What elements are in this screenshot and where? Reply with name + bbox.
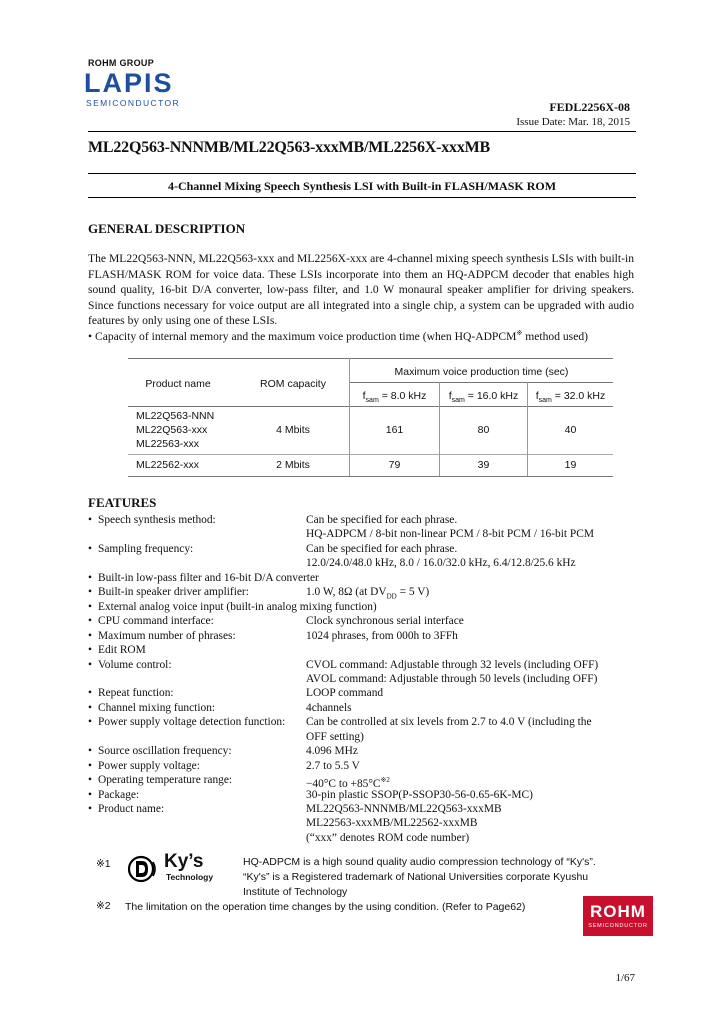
table-top-rule	[128, 358, 613, 359]
feature-label: Power supply voltage detection function:	[98, 716, 286, 729]
feature-label: Package:	[98, 788, 140, 801]
feature-bullet: •	[88, 571, 92, 584]
feature-item	[88, 513, 636, 528]
capacity-line-note-mark: ※	[516, 329, 523, 337]
feature-item	[88, 730, 636, 745]
feature-label: Edit ROM	[98, 644, 146, 657]
issue-date: Issue Date: Mar. 18, 2015	[516, 116, 630, 128]
feature-value	[306, 542, 457, 557]
feature-item	[88, 686, 636, 701]
general-description-paragraph: The ML22Q563-NNN, ML22Q563-xxx and ML2256X-xxx are 4-channel mixing speech synthesis LSIs with built-in FLASH/MASK ROM for voice data. These LSIs incorporate into them an HQ-ADPCM decoder that enables high sound quality, 16-bit D/A converter, low-pass filter, and 1.0 W monaural speaker amplifier for driving speakers. Since functions necessary for voice output are all integrated into a single chip, a system can be upgraded with audio features by only using one of these LSIs.	[88, 252, 634, 328]
note-1-line: HQ-ADPCM is a high sound quality audio compression technology of “Ky's”.	[243, 856, 596, 868]
freq-value: = 8.0 kHz	[381, 390, 427, 402]
feature-item	[88, 773, 636, 788]
feature-value-text: Can be controlled at six levels from 2.7 to 4.0 V (including the	[306, 716, 592, 729]
feature-value	[306, 744, 358, 759]
kys-brand: Ky’s	[164, 851, 204, 872]
feature-label: Sampling frequency:	[98, 542, 194, 555]
feature-bullet: •	[88, 803, 92, 815]
feature-bullet: •	[88, 745, 92, 758]
feature-bullet: •	[88, 586, 92, 599]
time-8k: 161	[385, 424, 404, 436]
feature-value	[306, 686, 383, 701]
feature-value	[306, 759, 360, 774]
capacity-table	[128, 358, 613, 478]
feature-value-text: 4channels	[306, 701, 352, 714]
feature-item	[88, 629, 636, 644]
feature-label: Power supply voltage:	[98, 759, 200, 772]
kys-brand-sub: Technology	[166, 872, 214, 882]
feature-value-tail: = 5 V)	[396, 586, 430, 599]
feature-label: Channel mixing function:	[98, 701, 216, 714]
feature-value-text: 4.096 MHz	[306, 745, 358, 758]
feature-value	[306, 831, 469, 846]
feature-value-text: −40°C to +85°C	[306, 777, 381, 790]
feature-item	[88, 788, 636, 803]
table-row-rule	[128, 454, 613, 455]
feature-item	[88, 715, 636, 730]
feature-item	[88, 585, 636, 600]
feature-value	[306, 701, 352, 716]
feature-value-text: AVOL command: Adjustable through 50 levels (including OFF)	[306, 672, 598, 685]
product-name: ML22563-xxx	[136, 438, 200, 450]
time-32k: 19	[564, 459, 577, 471]
feature-item	[88, 527, 636, 542]
table-mid-rule	[349, 382, 613, 383]
feature-value-text: LOOP command	[306, 687, 384, 700]
col-header-rom: ROM capacity	[260, 378, 326, 390]
feature-item	[88, 831, 636, 846]
feature-bullet: •	[88, 701, 92, 714]
feature-item	[88, 802, 636, 817]
feature-label: Repeat function:	[98, 687, 174, 700]
feature-value	[306, 658, 598, 673]
feature-bullet: •	[88, 615, 92, 628]
features-heading: FEATURES	[88, 495, 157, 510]
table-bottom-rule	[128, 476, 613, 477]
col-header-freq-16	[440, 390, 527, 404]
product-name: ML22Q563-NNN	[136, 410, 215, 422]
feature-value	[306, 527, 594, 542]
note-1-line: “Ky's” is a Registered trademark of National Universities corporate Kyushu	[243, 871, 589, 883]
document-title: ML22Q563-NNNMB/ML22Q563-xxxMB/ML2256X-xxxMB	[88, 139, 491, 156]
rom-capacity: 2 Mbits	[276, 459, 310, 471]
table-row	[136, 409, 214, 451]
feature-value-text: 1.0 W, 8Ω (at DV	[306, 586, 387, 599]
feature-value-sup: ※2	[380, 776, 390, 785]
feature-value-text: Can be specified for each phrase.	[306, 542, 458, 555]
kys-technology-logo	[128, 853, 220, 885]
note-2-mark: ※2	[96, 900, 111, 912]
feature-bullet: •	[88, 687, 92, 700]
freq-symbol: f	[362, 390, 366, 402]
rohm-group-label: ROHM GROUP	[88, 58, 154, 68]
feature-value-text: 1024 phrases, from 000h to 3FFh	[306, 629, 458, 642]
feature-label: Built-in speaker driver amplifier:	[98, 586, 249, 599]
note-1-line: Institute of Technology	[243, 886, 348, 898]
rohm-logo	[583, 896, 653, 936]
feature-bullet: •	[88, 542, 92, 555]
header-rule	[88, 131, 636, 132]
rom-capacity: 4 Mbits	[276, 424, 310, 436]
time-16k: 80	[477, 424, 490, 436]
feature-value	[306, 672, 597, 687]
feature-label: External analog voice input (built-in analog mixing function)	[98, 600, 377, 613]
note-1-mark: ※1	[96, 858, 111, 870]
note-2-text: The limitation on the operation time changes by the using condition. (Refer to Page62)	[125, 901, 526, 913]
time-32k: 40	[564, 424, 577, 436]
freq-symbol: f	[448, 390, 452, 402]
feature-bullet: •	[88, 514, 92, 526]
feature-value-text: Clock synchronous serial interface	[306, 615, 464, 628]
col-header-max-time: Maximum voice production time (sec)	[394, 366, 569, 378]
col-header-freq-32	[528, 390, 613, 404]
feature-value-text: ML22Q563-NNNMB/ML22Q563-xxxMB	[306, 803, 502, 815]
feature-value-text: 30-pin plastic SSOP(P-SSOP30-56-0.65-6K-MC)	[306, 788, 533, 801]
freq-value: = 16.0 kHz	[467, 390, 519, 402]
feature-value	[306, 513, 457, 528]
general-description-heading: GENERAL DESCRIPTION	[88, 221, 246, 236]
capacity-line-text: • Capacity of internal memory and the maximum voice production time (when HQ-ADPCM	[88, 329, 517, 343]
feature-bullet: •	[88, 759, 92, 772]
feature-value-text: HQ-ADPCM / 8-bit non-linear PCM / 8-bit PCM / 16-bit PCM	[306, 528, 594, 541]
feature-item	[88, 701, 636, 716]
feature-value	[306, 802, 502, 817]
feature-bullet: •	[88, 716, 92, 729]
feature-label: Product name:	[98, 803, 165, 815]
feature-value	[306, 614, 464, 629]
kys-logo-icon	[128, 853, 158, 885]
freq-symbol-sub: sam	[365, 397, 379, 405]
feature-bullet: •	[88, 629, 92, 642]
feature-value-text: ML22563-xxxMB/ML22562-xxxMB	[306, 817, 478, 830]
feature-value	[306, 629, 458, 644]
freq-value: = 32.0 kHz	[554, 390, 606, 402]
feature-item	[88, 643, 636, 658]
feature-item	[88, 556, 636, 571]
feature-item	[88, 759, 636, 774]
rohm-logo-text: ROHM	[590, 902, 646, 921]
feature-bullet: •	[88, 774, 92, 787]
feature-item	[88, 816, 636, 831]
feature-label: CPU command interface:	[98, 615, 214, 628]
capacity-line-tail: method used)	[522, 329, 588, 343]
document-number: FEDL2256X-08	[549, 100, 630, 114]
feature-item	[88, 658, 636, 673]
document-subtitle: 4-Channel Mixing Speech Synthesis LSI with Built-in FLASH/MASK ROM	[167, 179, 557, 193]
product-name: ML22Q563-xxx	[136, 424, 208, 436]
feature-item	[88, 672, 636, 687]
col-header-product: Product name	[145, 378, 211, 390]
feature-item	[88, 600, 636, 615]
feature-value-text: (“xxx” denotes ROM code number)	[306, 831, 470, 844]
title-rule	[88, 173, 636, 174]
feature-value-text: OFF setting)	[306, 730, 364, 743]
time-8k: 79	[388, 459, 401, 471]
feature-label: Maximum number of phrases:	[98, 629, 236, 642]
feature-bullet: •	[88, 644, 92, 657]
feature-value	[306, 730, 364, 745]
feature-value-text: 2.7 to 5.5 V	[306, 759, 360, 772]
freq-symbol: f	[535, 390, 539, 402]
feature-item	[88, 542, 636, 557]
rohm-logo-sub: SEMICONDUCTOR	[588, 923, 648, 929]
feature-value-text: CVOL command: Adjustable through 32 levels (including OFF)	[306, 658, 599, 671]
feature-value	[306, 715, 592, 730]
feature-label: Built-in low-pass filter and 16-bit D/A converter	[98, 571, 319, 584]
feature-bullet: •	[88, 600, 92, 613]
product-name: ML22562-xxx	[136, 459, 200, 471]
time-16k: 39	[477, 459, 490, 471]
note-1-text	[243, 855, 596, 900]
feature-bullet: •	[88, 788, 92, 801]
feature-label: Operating temperature range:	[98, 774, 233, 787]
subtitle-rule	[88, 197, 636, 198]
freq-symbol-sub: sam	[538, 397, 552, 405]
feature-item	[88, 571, 636, 586]
feature-value-text: Can be specified for each phrase.	[306, 514, 458, 526]
table-row	[136, 459, 199, 471]
page-number: 1/67	[615, 972, 635, 984]
table-header-rule	[128, 406, 613, 407]
capacity-line	[88, 329, 588, 343]
feature-value	[306, 556, 576, 571]
feature-item	[88, 744, 636, 759]
feature-value-sub: DD	[386, 592, 397, 601]
feature-value-text: 12.0/24.0/48.0 kHz, 8.0 / 16.0/32.0 kHz, 6.4/12.8/25.6 kHz	[306, 557, 576, 570]
feature-label: Source oscillation frequency:	[98, 745, 232, 758]
feature-label: Speech synthesis method:	[98, 514, 216, 526]
feature-label: Volume control:	[98, 658, 172, 671]
feature-item	[88, 614, 636, 629]
lapis-logo-subtitle: SEMICONDUCTOR	[86, 98, 181, 108]
feature-bullet: •	[88, 658, 92, 671]
feature-value	[306, 816, 478, 831]
lapis-logo: LAPIS	[84, 68, 174, 98]
freq-symbol-sub: sam	[451, 397, 465, 405]
feature-value	[306, 788, 533, 803]
col-header-freq-8	[350, 390, 439, 404]
